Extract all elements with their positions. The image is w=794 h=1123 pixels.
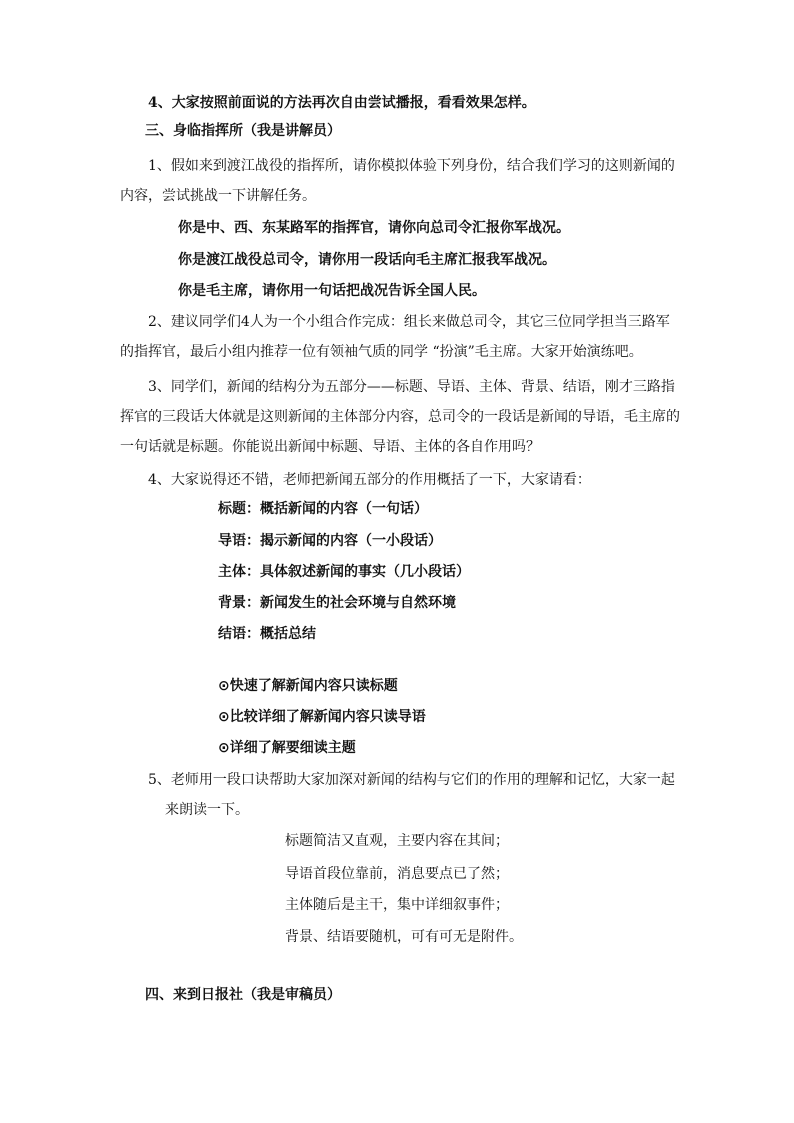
item-5-line-1: 5、老师用一段口诀帮助大家加深对新闻的结构与它们的作用的理解和记忆，大家一起 [148,772,675,788]
mnemonic-line-3: 主体随后是主干，集中详细叙事件； [285,897,509,913]
item-1-line-1: 1、假如来到渡江战役的指挥所，请你模拟体验下列身份，结合我们学习的这则新闻的 [148,158,675,174]
part-title: 标题：概括新闻的内容（一句话） [218,501,428,517]
top-item: 4、大家按照前面说的方法再次自由尝试播报，看看效果怎样。 [148,95,536,111]
item-5-line-2: 来朗读一下。 [165,802,249,818]
reading-tip-1: ⊙快速了解新闻内容只读标题 [218,678,398,694]
part-body: 主体：具体叙述新闻的事实（几小段话） [218,564,470,580]
section-4-heading: 四、来到日报社（我是审稿员） [145,987,341,1003]
role-commander-in-chief: 你是渡江战役总司令，请你用一段话向毛主席汇报我军战况。 [178,252,556,268]
item-3-line-3: 一句话就是标题。你能说出新闻中标题、导语、主体的各自作用吗？ [120,439,540,455]
item-1-line-2: 内容，尝试挑战一下讲解任务。 [120,188,316,204]
part-conclusion: 结语：概括总结 [218,626,316,642]
item-3-line-2: 挥官的三段话大体就是这则新闻的主体部分内容，总司令的一段话是新闻的导语，毛主席的 [120,409,680,425]
part-background: 背景：新闻发生的社会环境与自然环境 [218,595,456,611]
item-4: 4、大家说得还不错，老师把新闻五部分的作用概括了一下，大家请看： [148,472,591,488]
item-3-line-1: 3、同学们，新闻的结构分为五部分——标题、导语、主体、背景、结语，刚才三路指 [148,379,675,395]
item-2-line-2: 的指挥官，最后小组内推荐一位有领袖气质的同学 “扮演”毛主席。大家开始演练吧。 [120,344,643,360]
reading-tip-2: ⊙比较详细了解新闻内容只读导语 [218,709,426,725]
mnemonic-line-1: 标题简洁又直观，主要内容在其间； [285,833,509,849]
item-2-line-1: 2、建议同学们4人为一个小组合作完成：组长来做总司令，其它三位同学担当三路军 [148,314,670,330]
section-3-heading: 三、身临指挥所（我是讲解员） [145,123,341,139]
role-commander: 你是中、西、东某路军的指挥官，请你向总司令汇报你军战况。 [178,220,570,236]
role-chairman: 你是毛主席，请你用一句话把战况告诉全国人民。 [178,283,486,299]
mnemonic-line-2: 导语首段位靠前，消息要点已了然； [285,866,509,882]
mnemonic-line-4: 背景、结语要随机，可有可无是附件。 [285,929,523,945]
reading-tip-3: ⊙详细了解要细读主题 [218,740,356,756]
part-lead: 导语：揭示新闻的内容（一小段话） [218,533,442,549]
